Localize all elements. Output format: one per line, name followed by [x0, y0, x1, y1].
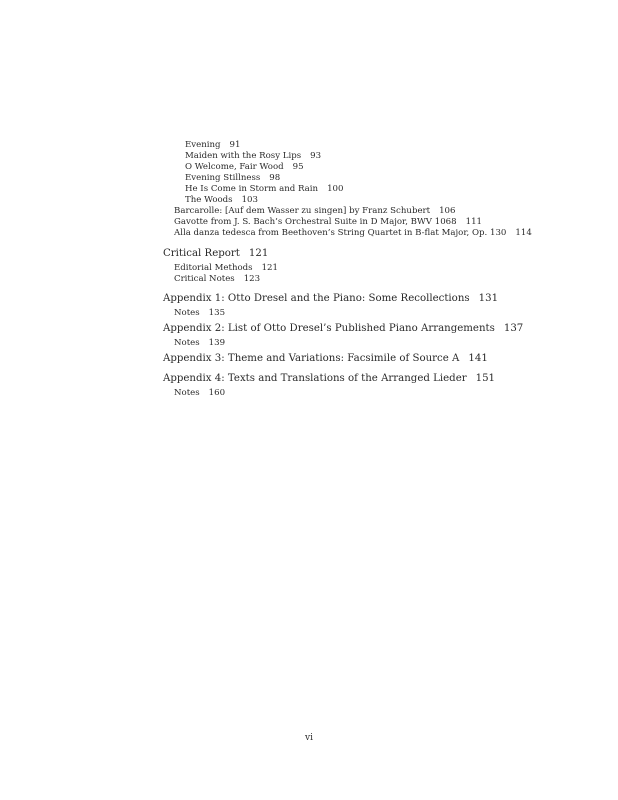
toc-entry-woods: [185, 196, 258, 205]
toc-heading-appendix-2: [163, 324, 523, 334]
toc-heading-appendix-3: [163, 354, 488, 364]
toc-entry-page: 135: [208, 308, 226, 318]
toc-entry-title: The Woods: [185, 195, 233, 205]
toc-entry-page: 139: [208, 338, 226, 348]
toc-entry-barcarolle: [174, 207, 456, 216]
toc-entry-page: 114: [515, 228, 532, 238]
toc-entry-title: Editorial Methods: [174, 263, 253, 273]
toc-entry-appendix-4-notes: [174, 389, 225, 398]
toc-heading-title: Appendix 1: Otto Dresel and the Piano: Some Recollections: [163, 293, 470, 304]
toc-entry-page: 111: [465, 217, 483, 227]
toc-entry-page: 100: [327, 184, 344, 194]
toc-entry-page: 121: [261, 263, 278, 273]
toc-entry-critical-notes: [174, 275, 260, 284]
toc-heading-page: 121: [248, 248, 269, 259]
toc-heading-title: Appendix 2: List of Otto Dresel’s Published Piano Arrangements: [163, 323, 495, 334]
toc-entry-editorial-methods: [174, 264, 278, 273]
toc-entry-title: He Is Come in Storm and Rain: [185, 184, 319, 194]
toc-entry-maiden: [185, 152, 321, 161]
toc-entry-title: Evening: [185, 140, 221, 150]
toc-entry-page: 103: [241, 195, 258, 205]
toc-entry-storm: [185, 185, 343, 194]
toc-heading-appendix-1: [163, 294, 498, 304]
toc-heading-page: 137: [503, 323, 524, 334]
toc-entry-page: 93: [310, 151, 322, 161]
toc-entry-title: Alla danza tedesca from Beethoven’s String Quartet in B-flat Major, Op. 130: [174, 228, 507, 238]
toc-heading-page: 131: [478, 293, 499, 304]
toc-heading-appendix-4: [163, 374, 495, 384]
toc-entry-title: Notes: [174, 338, 200, 348]
toc-entry-title: Notes: [174, 308, 200, 318]
toc-entry-title: O Welcome, Fair Wood: [185, 162, 284, 172]
toc-entry-page: 98: [269, 173, 281, 183]
toc-entry-stillness: [185, 174, 280, 183]
toc-entry-page: 160: [208, 388, 226, 398]
page-number: vi: [305, 733, 313, 743]
toc-entry-welcome: [185, 163, 304, 172]
toc-heading-critical-report: [163, 249, 268, 259]
toc-entry-appendix-2-notes: [174, 339, 225, 348]
toc-entry-title: Gavotte from J. S. Bach’s Orchestral Suite in D Major, BWV 1068: [174, 217, 457, 227]
toc-entry-gavotte: [174, 218, 482, 227]
toc-heading-title: Critical Report: [163, 248, 240, 259]
toc-entry-page: 95: [292, 162, 304, 172]
toc-entry-appendix-1-notes: [174, 309, 225, 318]
toc-entry-page: 123: [243, 274, 261, 284]
toc-entry-page: 106: [439, 206, 456, 216]
toc-heading-title: Appendix 3: Theme and Variations: Facsimile of Source A: [163, 353, 460, 364]
toc-entry-title: Notes: [174, 388, 200, 398]
toc-entry-evening: [185, 141, 240, 150]
toc-entry-page: 91: [229, 140, 241, 150]
toc-heading-page: 141: [468, 353, 488, 364]
toc-entry-title: Critical Notes: [174, 274, 235, 284]
toc-entry-title: Maiden with the Rosy Lips: [185, 151, 302, 161]
toc-entry-title: Barcarolle: [Auf dem Wasser zu singen] by Franz Schubert: [174, 206, 431, 216]
toc-entry-alla-danza: [174, 229, 532, 238]
toc-heading-title: Appendix 4: Texts and Translations of the Arranged Lieder: [163, 373, 467, 384]
toc-heading-page: 151: [475, 373, 496, 384]
toc-entry-title: Evening Stillness: [185, 173, 261, 183]
